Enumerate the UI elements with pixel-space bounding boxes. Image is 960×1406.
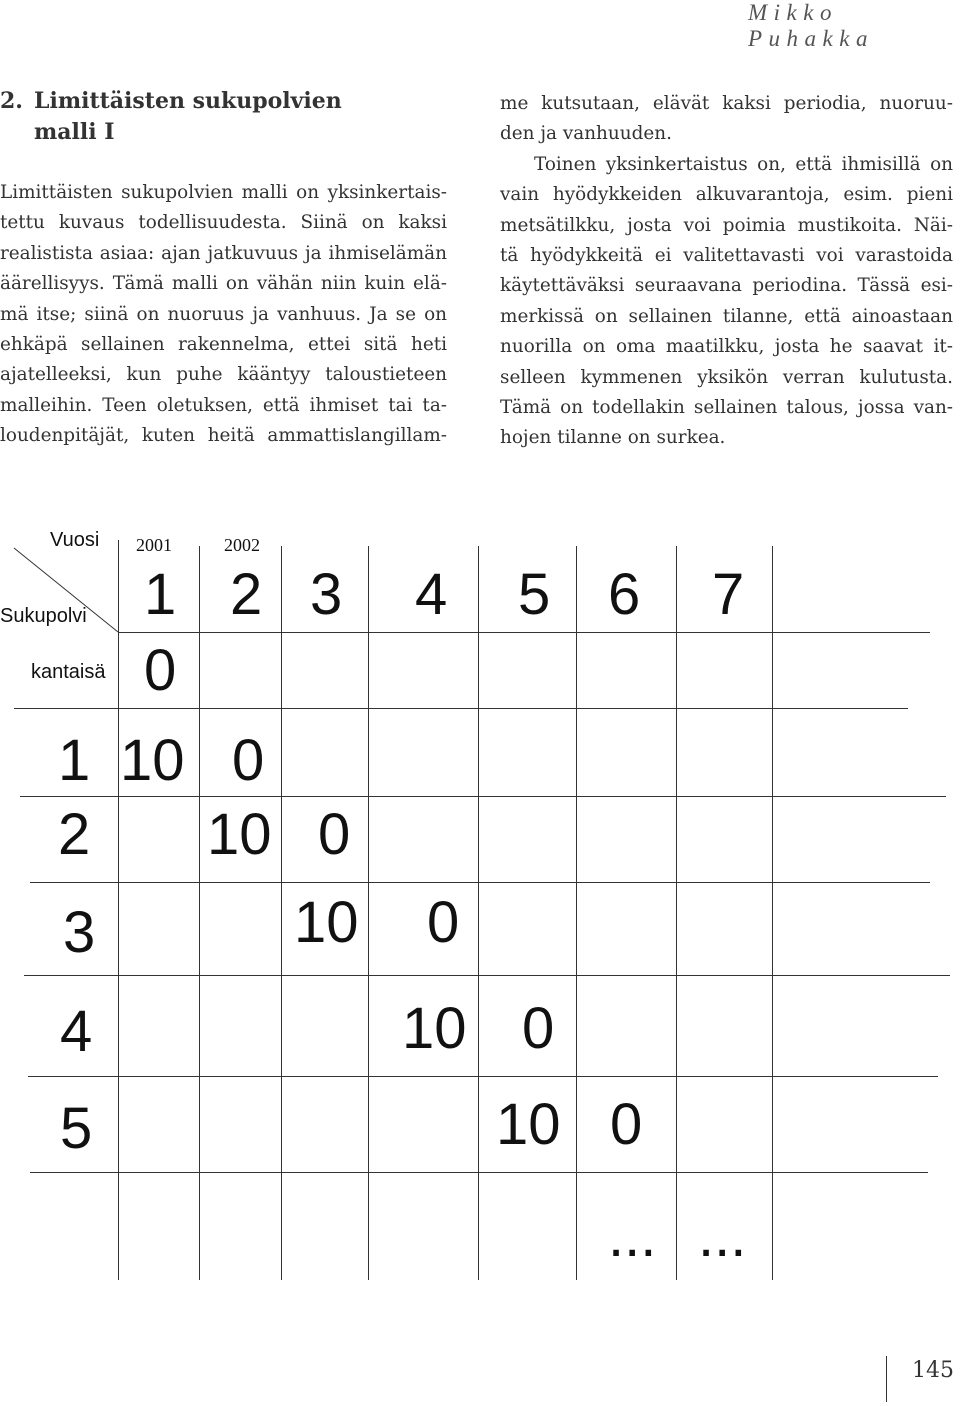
grid-line [478,546,479,1280]
row-label-kantaisa: kantaisä [31,661,106,683]
table-cell: 10 [120,728,185,793]
text-line: den ja vanhuuden. [500,123,672,145]
table-cell: 0 [522,996,555,1061]
running-head: Mikko Puhakka [748,0,874,51]
period-number: 1 [144,562,177,627]
ellipsis: ... [698,1204,747,1269]
text-line: äärellisyys. Tämä malli on vähän niin kuin elä- [0,273,447,295]
grid-line [20,796,946,797]
text-line: malleihin. Teen oletuksen, että ihmiset tai ta- [0,394,447,416]
text-line: tä hyödykkeitä ei valitettavasti voi varastoida [500,244,953,266]
year-label: 2001 [136,535,172,555]
period-number: 2 [230,562,263,627]
grid-line [281,546,282,1280]
generations-diagram [0,500,960,1280]
row-label: 5 [60,1096,93,1161]
text-line: selleen kymmenen yksikön verran kulutusta. [500,366,953,388]
text-line: metsätilkku, josta voi poimia mustikoita. Näi- [500,214,953,236]
table-cell: 0 [318,802,351,867]
grid-line [199,546,200,1280]
text-line: hojen tilanne on surkea. [500,427,726,449]
grid-line [24,975,950,976]
page-number-rule [886,1356,887,1402]
table-cell: 0 [610,1092,643,1157]
text-line: Toinen yksinkertaistus on, että ihmisillä on [534,153,953,175]
text-line: Tämä on todellakin sellainen talous, jossa van- [500,396,953,418]
table-cell: 10 [207,802,272,867]
section-number: 2. [0,88,23,114]
year-label: 2002 [224,535,260,555]
body-text-left-column [0,178,447,452]
grid-line [576,546,577,1280]
row-label: 4 [60,999,93,1064]
row-label: 1 [58,728,91,793]
vuosi-label: Vuosi [50,529,100,551]
section-title-line-2: malli I [34,119,115,145]
text-line: käytettäväksi seuraavana periodina. Tässä esi- [500,275,953,297]
table-cell: 0 [427,890,460,955]
table-cell: 0 [232,728,265,793]
grid-line [14,708,908,709]
text-line: nuorilla on oma maatilkku, josta he saavat it- [500,336,953,358]
grid-line [118,540,119,1280]
period-number: 4 [415,562,448,627]
grid-line [118,632,930,633]
table-cell: 10 [402,996,467,1061]
grid-line [30,1172,928,1173]
period-number: 6 [608,562,641,627]
sukupolvi-label: Sukupolvi [0,605,87,627]
period-number: 7 [712,562,745,627]
text-line: merkissä on sellainen tilanne, että ainoastaan [500,305,953,327]
ellipsis: ... [608,1204,657,1269]
text-line: loudenpitäjät, kuten heitä ammattislangillam- [0,425,447,447]
text-line: realistista asiaa: ajan jatkuvuus ja ihmiselämän [0,242,447,264]
grid-line [28,1076,938,1077]
section-heading [0,86,440,148]
text-line: vain hyödykkeiden alkuvarantoja, esim. pieni [500,184,953,206]
table-cell: 0 [144,638,177,703]
text-line: tettu kuvaus todellisuudesta. Siinä on kaksi [0,212,447,234]
period-number: 3 [310,562,343,627]
row-label: 3 [63,900,96,965]
grid-line [676,546,677,1280]
period-number: 5 [518,562,551,627]
text-line: ajatelleeksi, kun puhe kääntyy taloustieteen [0,364,447,386]
text-line: me kutsutaan, elävät kaksi periodia, nuoruu- [500,93,953,114]
section-title-line-1: Limittäisten sukupolvien [34,88,342,114]
grid-line [368,546,369,1280]
table-cell: 10 [294,890,359,955]
grid-line [30,882,930,883]
body-text-right-column [500,89,953,454]
text-line: Limittäisten sukupolvien malli on yksinkertais- [0,182,447,203]
row-label: 2 [58,802,91,867]
grid-line [772,546,773,1280]
table-cell: 10 [496,1092,561,1157]
text-line: mä itse; siinä on nuoruus ja vanhuus. Ja se on [0,303,447,325]
page-number: 145 [912,1358,954,1383]
text-line: ehkäpä sellainen rakennelma, ettei sitä heti [0,333,447,355]
header-diagonal [0,500,130,640]
